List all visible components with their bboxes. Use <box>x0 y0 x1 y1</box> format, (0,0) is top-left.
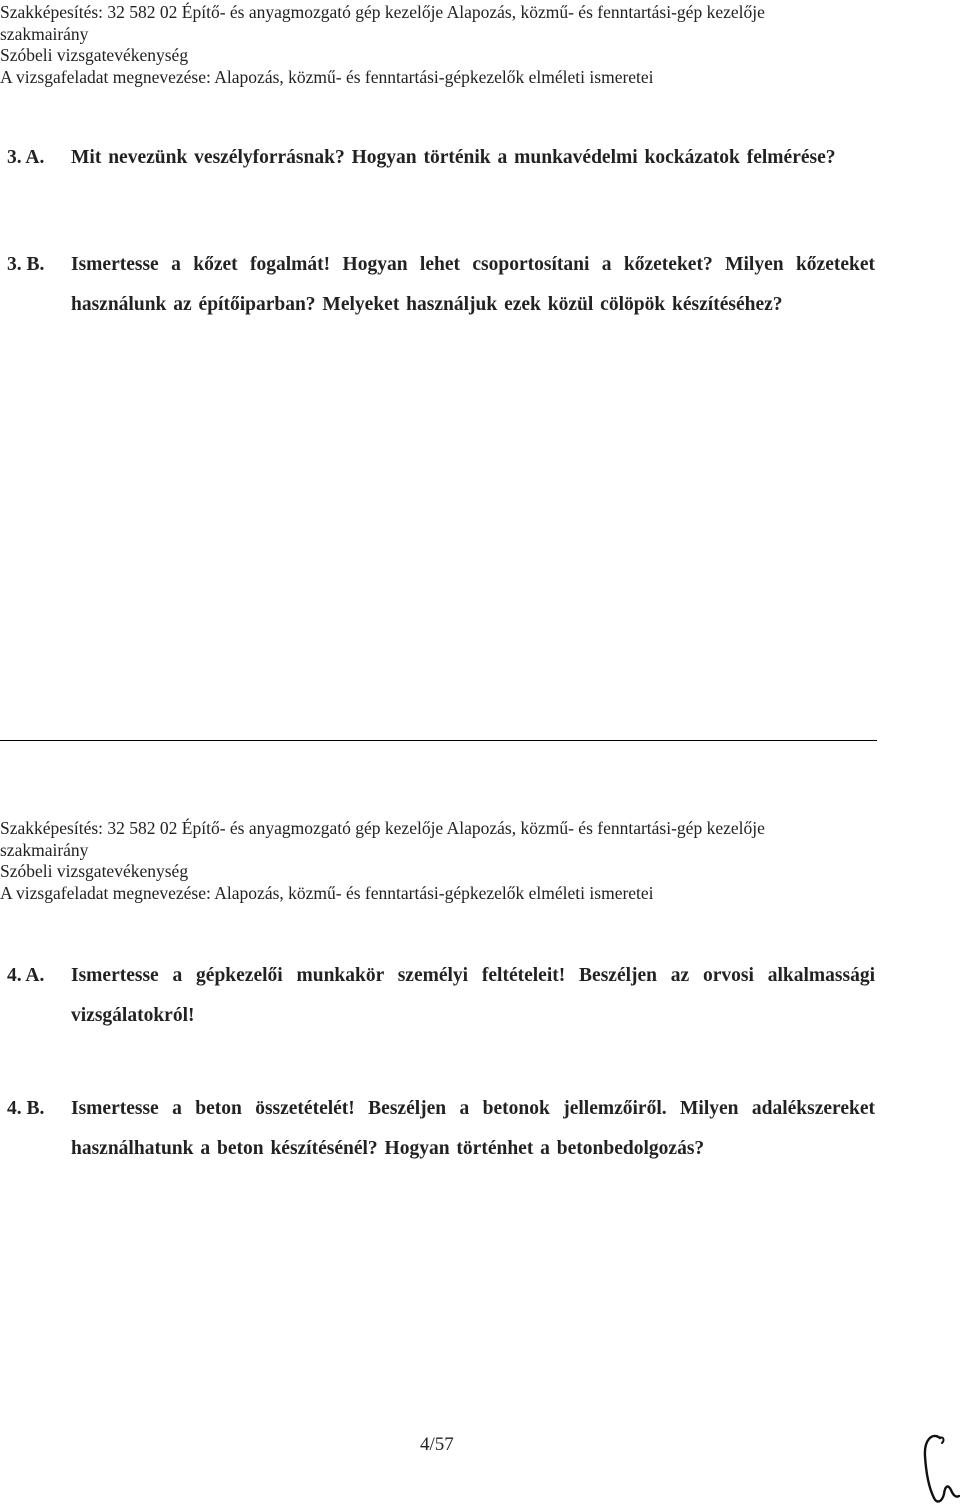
header-exam-type: Szóbeli vizsgatevékenység <box>0 861 189 881</box>
question-text: Ismertesse a kőzet fogalmát! Hogyan lehet csoportosítani a kőzeteket? Milyen kőzeteket használunk az építőiparban? Melyeket használjuk ezek közül cölöpök készítéséhez? <box>71 254 875 315</box>
question-3a <box>7 138 875 178</box>
page-number: 4/57 <box>420 1434 454 1455</box>
question-4b <box>7 1089 875 1169</box>
header-qualification: Szakképesítés: 32 582 02 Építő- és anyagmozgató gép kezelője Alapozás, közmű- és fenntartási-gép kezelője <box>0 818 765 838</box>
question-text: Mit nevezünk veszélyforrásnak? Hogyan történik a munkavédelmi kockázatok felmérése? <box>71 147 836 168</box>
header-task-name: A vizsgafeladat megnevezése: Alapozás, közmű- és fenntartási-gépkezelők elméleti ismeretei <box>0 882 654 903</box>
signature-mark <box>918 1428 960 1506</box>
header-qualification: Szakképesítés: 32 582 02 Építő- és anyagmozgató gép kezelője Alapozás, közmű- és fenntartási-gép kezelője <box>0 2 765 22</box>
question-number: 4. B. <box>7 1098 45 1119</box>
question-text: Ismertesse a gépkezelői munkakör személyi feltételeit! Beszéljen az orvosi alkalmassági vizsgálatokról! <box>71 965 875 1026</box>
question-number: 4. A. <box>7 965 45 986</box>
header-task-name: A vizsgafeladat megnevezése: Alapozás, közmű- és fenntartási-gépkezelők elméleti ismeretei <box>0 66 654 87</box>
question-number: 3. A. <box>7 147 45 168</box>
page-separator-line <box>0 740 877 741</box>
page-header-second <box>0 818 940 904</box>
question-number: 3. B. <box>7 254 45 275</box>
question-4a <box>7 956 875 1036</box>
header-specialization: szakmairány <box>0 23 89 44</box>
question-text: Ismertesse a beton összetételét! Beszéljen a betonok jellemzőiről. Milyen adalékszereket használhatunk a beton készítésénél? Hogyan történhet a betonbedolgozás? <box>71 1098 875 1159</box>
header-exam-type: Szóbeli vizsgatevékenység <box>0 45 189 65</box>
page-header-top <box>0 2 940 88</box>
question-3b <box>7 245 875 325</box>
header-specialization: szakmairány <box>0 839 89 860</box>
